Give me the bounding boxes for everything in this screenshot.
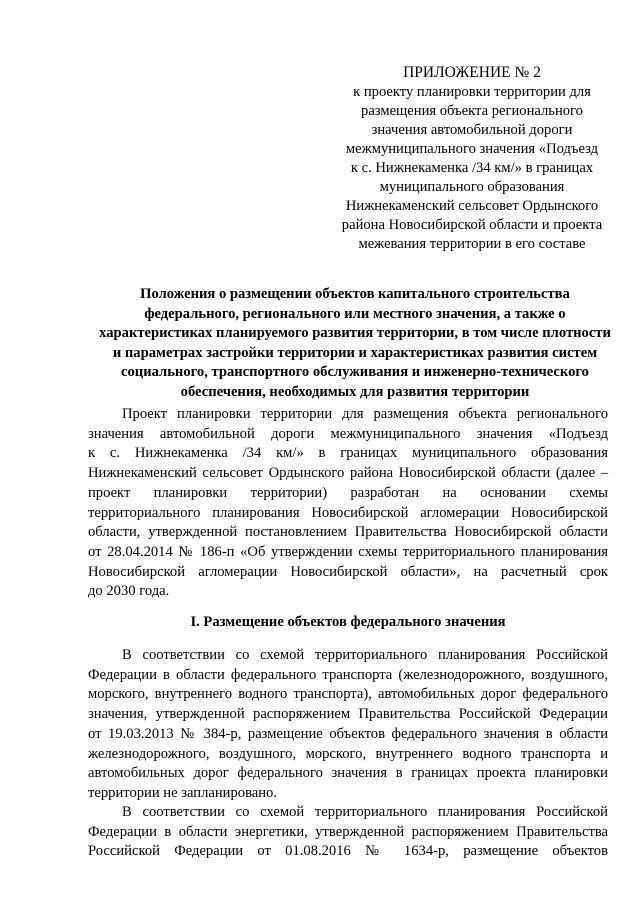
paragraph-line: от 19.03.2013 № 384-р, размещение объектов федерального значения в области (88, 725, 608, 742)
appendix-line: муниципального образования (379, 179, 565, 195)
paragraph-line: Проект планировки территории для размещения объекта регионального (122, 406, 608, 422)
section-title: I. Размещение объектов федерального значения (190, 614, 506, 630)
paragraph-line: В соответствии со схемой территориального планирования Российской (122, 804, 608, 820)
paragraph-line: Федерации в области федерального транспорта (железнодорожного, воздушного, (88, 666, 608, 683)
paragraph-line: Российской Федерации от 01.08.2016 № 1634-р, размещение объектов (88, 843, 608, 860)
intro-paragraph (88, 405, 608, 602)
paragraph-line: проект планировки территории) разработан на основании схемы (88, 484, 608, 501)
heading-line: обеспечения, необходимых для развития территории (180, 383, 530, 400)
paragraph-line: значения автомобильной дороги межмуниципального значения «Подъезд (88, 425, 608, 442)
paragraph-line: территориального планирования Новосибирской агломерации Новосибирской (88, 504, 608, 521)
section1-paragraph-2 (88, 803, 608, 862)
paragraph-line: от 28.04.2014 № 186-п «Об утверждении схемы территориального планирования (88, 543, 608, 560)
paragraph-line: территории не запланировано. (88, 784, 278, 801)
heading-line: характеристиках планируемого развития территории, в том числе плотности (99, 325, 611, 342)
paragraph-line: к с. Нижнекаменка /34 км/» в границах муниципального образования (88, 445, 608, 462)
heading-line: федерального, регионального или местного значения, а также о (144, 305, 566, 322)
appendix-line: размещения объекта регионального (361, 103, 583, 119)
appendix-line: района Новосибирской области и проекта (341, 217, 603, 233)
paragraph-line: области, утвержденной постановлением Правительства Новосибирской области (88, 524, 608, 541)
appendix-title: ПРИЛОЖЕНИЕ № 2 (403, 64, 541, 81)
heading-line: и параметрах застройки территории и характеристиках развития систем (112, 344, 598, 361)
appendix-line: к проекту планировки территории для (353, 84, 591, 100)
paragraph-line: до 2030 года. (88, 583, 170, 600)
document-heading (98, 285, 612, 403)
appendix-line: Нижнекаменский сельсовет Ордынского (345, 198, 599, 214)
appendix-header (341, 63, 603, 254)
appendix-line: к с. Нижнекаменка /34 км/» в границах (350, 160, 594, 176)
paragraph-line: Новосибирской агломерации Новосибирской области», на расчетный срок (88, 563, 608, 580)
heading-line: Положения о размещении объектов капитального строительства (140, 286, 570, 302)
appendix-line: значения автомобильной дороги (371, 122, 573, 138)
paragraph-line: Федерации в области энергетики, утвержденной распоряжением Правительства (88, 823, 608, 840)
paragraph-line: морского, внутреннего водного транспорта), автомобильных дорог федерального (88, 686, 608, 703)
appendix-line: межевания территории в его составе (358, 236, 586, 252)
paragraph-line: железнодорожного, воздушного, морского, внутреннего водного транспорта и (88, 745, 608, 762)
section1-paragraph-1 (88, 646, 608, 804)
paragraph-line: значения, утвержденной распоряжением Правительства Российской Федерации (88, 706, 608, 723)
appendix-line: межмуниципального значения «Подъезд (345, 141, 599, 157)
heading-line: социального, транспортного обслуживания и инженерно-технического (121, 364, 589, 381)
paragraph-line: автомобильных дорог федерального значения в границах проекта планировки (88, 765, 608, 782)
paragraph-line: Нижнекаменский сельсовет Ордынского района Новосибирской области (далее – (88, 465, 608, 482)
paragraph-line: В соответствии со схемой территориального планирования Российской (122, 647, 608, 663)
